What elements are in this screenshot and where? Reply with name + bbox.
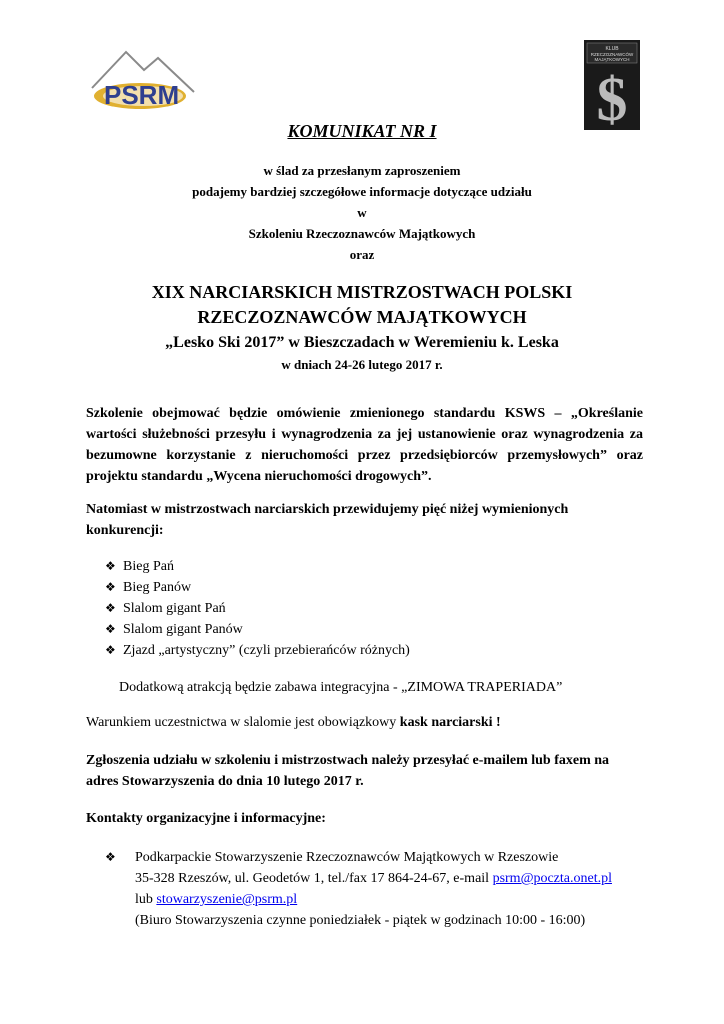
event-subtitle: „Lesko Ski 2017” w Bieszczadach w Weremieniu k. Leska — [165, 334, 559, 351]
intro-line: w ślad za przesłanym zaproszeniem — [263, 163, 461, 178]
contact-line: lub stowarzyszenie@psrm.pl — [135, 892, 298, 907]
helmet-requirement: kask narciarski ! — [399, 715, 501, 730]
registration-paragraph: Zgłoszenia udziału w szkoleniu i mistrzostwach należy przesyłać e-mailem lub faxem na adres Stowarzyszenia do dnia 10 lutego 2017 r. — [86, 753, 610, 789]
svg-text:MAJĄTKOWYCH: MAJĄTKOWYCH — [594, 57, 630, 62]
diamond-bullet-icon: ❖ — [105, 643, 116, 657]
psrm-logo — [88, 44, 198, 122]
event-dates: w dniach 24-26 lutego 2017 r. — [281, 357, 443, 372]
intro-block — [0, 160, 724, 265]
list-item: ❖ Bieg Pań — [105, 556, 625, 577]
email-link-psrm[interactable]: psrm@poczta.onet.pl — [492, 871, 612, 886]
event-heading — [0, 280, 724, 375]
diamond-bullet-icon: ❖ — [105, 601, 116, 615]
contact-line: ❖ Podkarpackie Stowarzyszenie Rzeczoznawców Majątkowych w Rzeszowie — [105, 847, 665, 868]
psrm-logo-text: PSRM — [104, 80, 180, 110]
diamond-bullet-icon: ❖ — [105, 850, 116, 864]
competitions-list — [105, 556, 625, 661]
list-item: ❖ Slalom gigant Panów — [105, 619, 625, 640]
page-title: KOMUNIKAT NR I — [287, 121, 437, 141]
contacts-heading: Kontakty organizacyjne i informacyjne: — [86, 811, 326, 826]
diamond-bullet-icon: ❖ — [105, 580, 116, 594]
requirement-paragraph: Warunkiem uczestnictwa w slalomie jest obowiązkowy kask narciarski ! — [86, 715, 501, 730]
competitions-intro: Natomiast w mistrzostwach narciarskich przewidujemy pięć niżej wymienionych konkurencji: — [86, 502, 569, 538]
list-item: ❖ Zjazd „artystyczny” (czyli przebierańców różnych) — [105, 640, 625, 661]
list-item: ❖ Slalom gigant Pań — [105, 598, 625, 619]
intro-line: podajemy bardziej szczegółowe informacje dotyczące udziału — [192, 184, 532, 199]
diamond-bullet-icon: ❖ — [105, 559, 116, 573]
diamond-bullet-icon: ❖ — [105, 622, 116, 636]
attraction-paragraph: Dodatkową atrakcją będzie zabawa integracyjna - „ZIMOWA TRAPERIADA” — [119, 680, 563, 695]
event-line: RZECZOZNAWCÓW MAJĄTKOWYCH — [197, 307, 527, 327]
contact-block — [105, 847, 665, 931]
klub-logo — [584, 40, 640, 130]
list-item: ❖ Bieg Panów — [105, 577, 625, 598]
intro-line: oraz — [349, 247, 375, 262]
email-link-stowarzyszenie[interactable]: stowarzyszenie@psrm.pl — [156, 892, 298, 907]
intro-line: Szkoleniu Rzeczoznawców Majątkowych — [248, 226, 476, 241]
svg-text:RZECZOZNAWCÓW: RZECZOZNAWCÓW — [590, 52, 634, 57]
contact-line: 35-328 Rzeszów, ul. Geodetów 1, tel./fax 17 864-24-67, e-mail psrm@poczta.onet.pl — [135, 871, 612, 886]
svg-text:KLUB: KLUB — [605, 46, 619, 52]
svg-text:$: $ — [596, 66, 628, 130]
event-line: XIX NARCIARSKICH MISTRZOSTWACH POLSKI — [151, 282, 573, 302]
training-paragraph: Szkolenie obejmować będzie omówienie zmienionego standardu KSWS – „Określanie wartości służebności przesyłu i wynagrodzenia za jej ustanowienie oraz wynagrodzenia za bezumowne korzystanie z nieruchomości przez przedsiębiorców przemysłowych” oraz projektu standardu „Wycena nieruchomości drogowych”. — [86, 406, 643, 484]
office-hours: (Biuro Stowarzyszenia czynne poniedziałek - piątek w godzinach 10:00 - 16:00) — [135, 913, 586, 928]
intro-line: w — [357, 205, 367, 220]
